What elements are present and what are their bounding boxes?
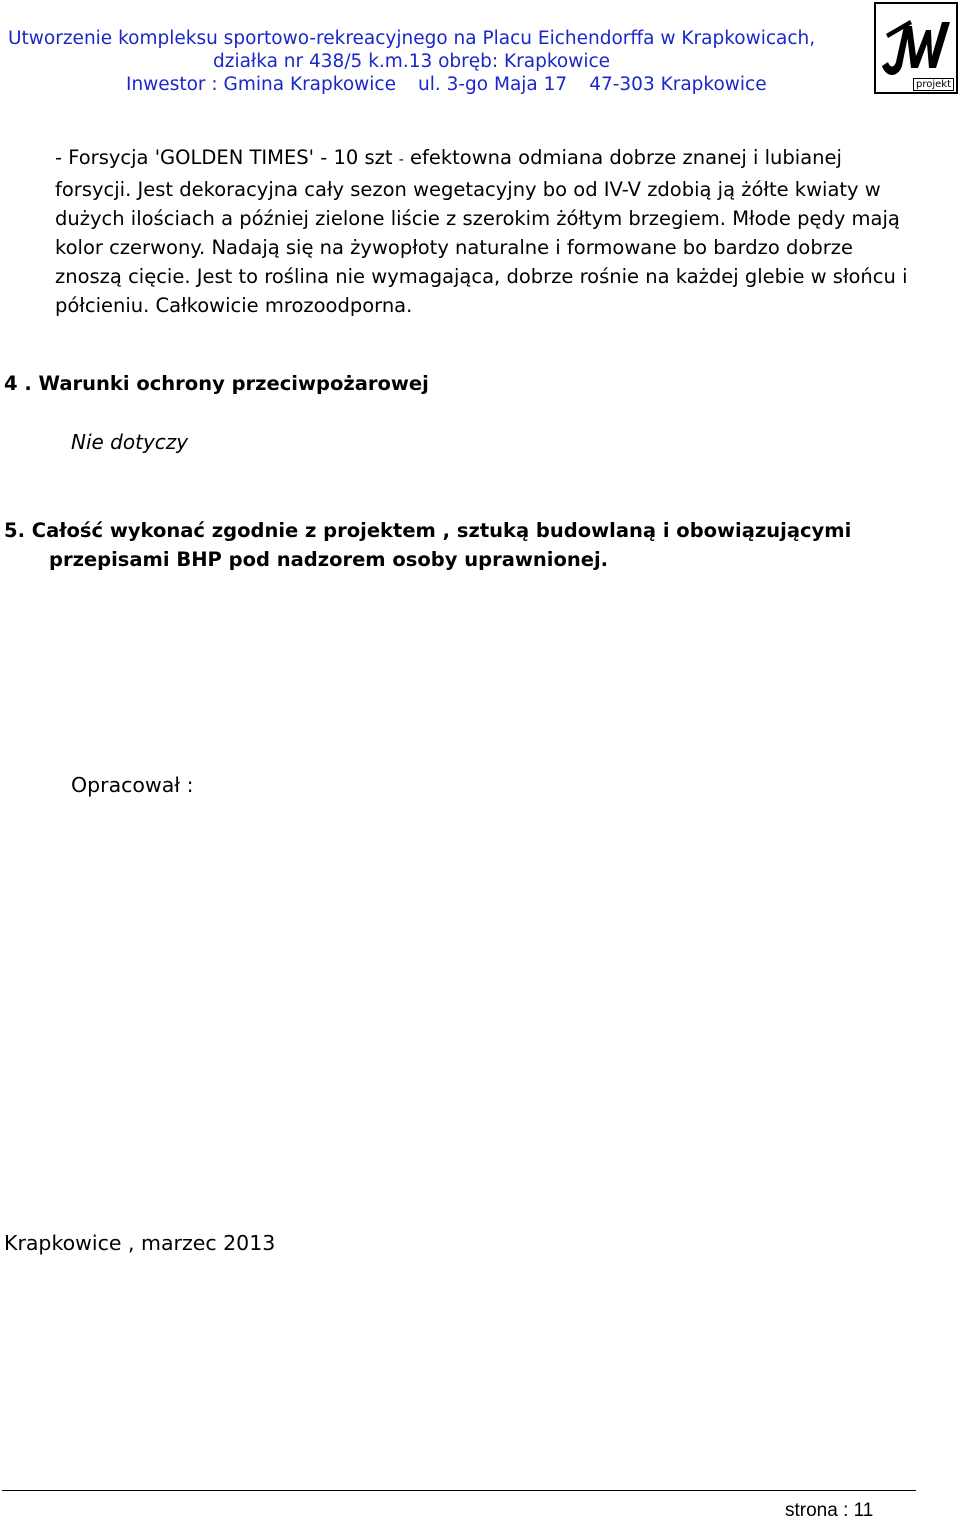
header-investor: Inwestor : Gmina Krapkowice	[126, 74, 396, 95]
paragraph-start: - Forsycja 'GOLDEN TIMES' - 10 szt	[55, 146, 399, 169]
place-and-date: Krapkowice , marzec 2013	[4, 1231, 276, 1255]
plant-description-paragraph	[55, 143, 915, 320]
section-4-heading: 4 . Warunki ochrony przeciwpożarowej	[4, 372, 429, 395]
section-5-line1: 5. Całość wykonać zgodnie z projektem , sztuką budowlaną i obowiązującymi	[4, 519, 852, 542]
paragraph-dash: -	[398, 152, 404, 168]
prepared-by-label: Opracował :	[71, 773, 194, 797]
logo-text: projekt	[913, 78, 954, 91]
footer-divider	[2, 1490, 916, 1491]
page-number: strona : 11	[785, 1500, 874, 1521]
section-4-note: Nie dotyczy	[71, 430, 189, 454]
header-investor-info	[126, 74, 767, 95]
section-5-line2: przepisami BHP pod nadzorem osoby uprawnionej.	[49, 548, 609, 571]
jw-projekt-logo	[874, 2, 958, 94]
document-header	[0, 0, 960, 100]
header-project-title: Utworzenie kompleksu sportowo-rekreacyjnego na Placu Eichendorffa w Krapkowicach,	[8, 28, 816, 49]
header-street: ul. 3-go Maja 17	[417, 74, 568, 95]
paragraph-rest: efektowna odmiana dobrze znanej i lubianej forsycji. Jest dekoracyjna cały sezon wegetacyjny bo od IV-V zdobią ją żółte kwiaty w dużych ilościach a później zielone liście z szerokim żółtym brzegiem. Młode pędy mają kolor czerwony. Nadają się na żywopłoty naturalne i formowane bo bardzo dobrze znoszą cięcie. Jest to roślina nie wymagająca, dobrze rośnie na każdej glebie w słońcu i półcieniu. Całkowicie mrozoodporna.	[55, 146, 908, 317]
section-5-heading	[4, 516, 851, 574]
header-postal-city: 47-303 Krapkowice	[589, 74, 767, 95]
header-parcel-info: działka nr 438/5 k.m.13 obręb: Krapkowice	[213, 51, 611, 72]
